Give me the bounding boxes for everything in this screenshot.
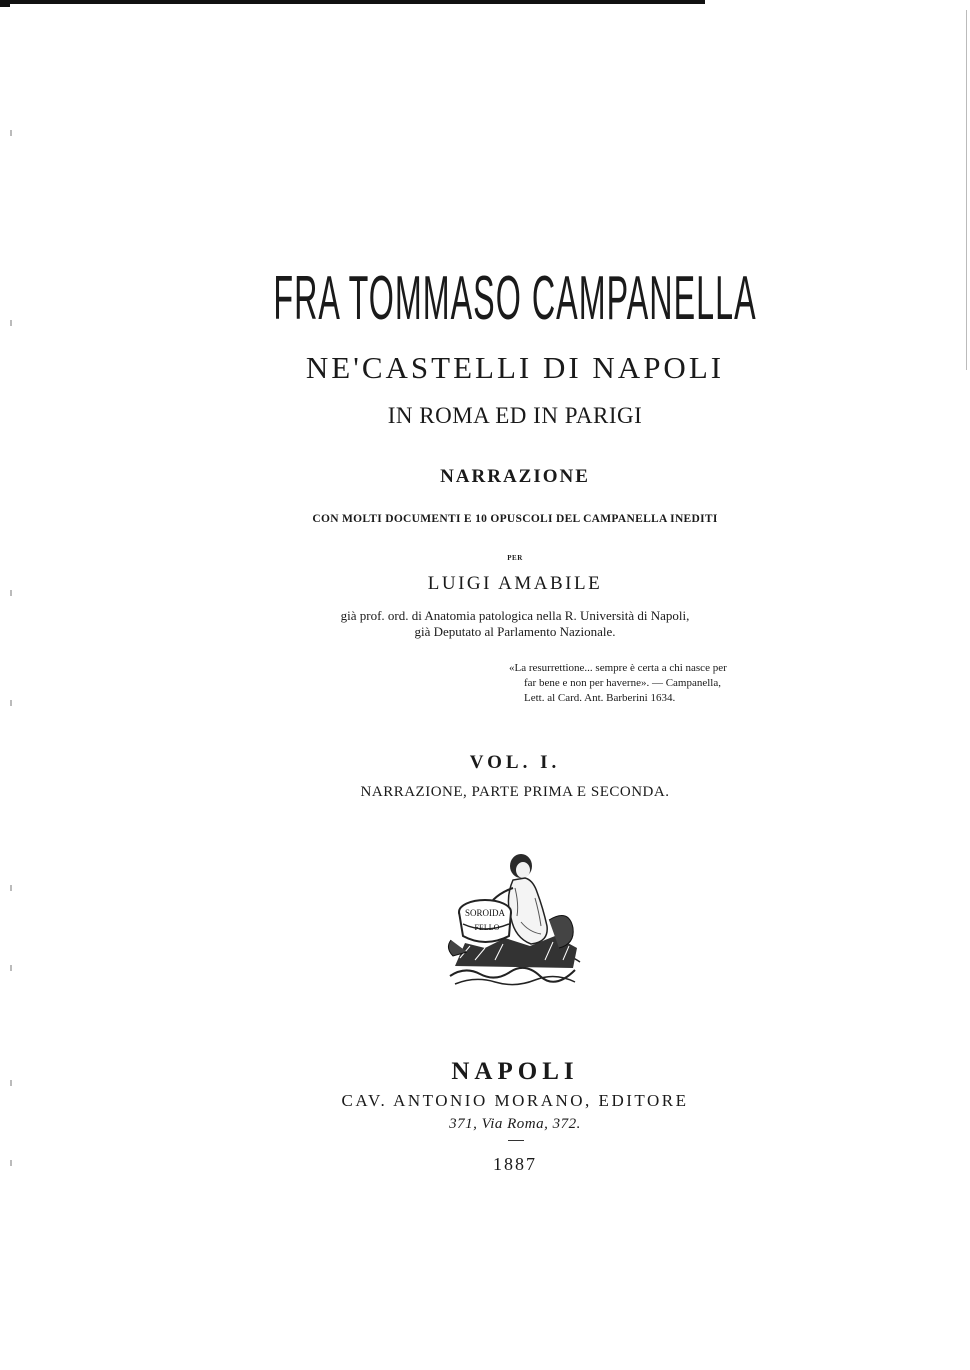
- scan-speck: [10, 965, 12, 971]
- epigraph-line: «La resurrettione... sempre è certa a chi nasce per: [509, 662, 727, 674]
- scan-speck: [10, 700, 12, 706]
- book-title: FRA TOMMASO CAMPANELLA: [273, 264, 757, 333]
- publication-year: 1887: [493, 1154, 537, 1174]
- volume-number: VOL. I.: [469, 752, 561, 773]
- divider-rule: [508, 1140, 524, 1141]
- scan-speck: [10, 885, 12, 891]
- contents-note: CON MOLTI DOCUMENTI E 10 OPUSCOLI DEL CAMPANELLA INEDITI: [312, 513, 718, 525]
- publication-city: NAPOLI: [451, 1058, 579, 1085]
- book-subtitle-castles: NE'CASTELLI DI NAPOLI: [305, 350, 725, 385]
- epigraph-line: Lett. al Card. Ant. Barberini 1634.: [524, 692, 676, 704]
- scan-speck: [10, 130, 12, 136]
- author-name: LUIGI AMABILE: [427, 573, 603, 594]
- author-affiliation-1: già prof. ord. di Anatomia patologica nella R. Università di Napoli,: [340, 608, 690, 623]
- scan-top-border: [0, 0, 705, 4]
- by-line: PER: [507, 554, 523, 562]
- genre-heading: NARRAZIONE: [440, 466, 590, 487]
- scan-right-edge: [966, 10, 967, 370]
- epigraph: [509, 661, 789, 706]
- epigraph-line: far bene e non per haverne». — Campanella,: [524, 677, 721, 689]
- volume-subtitle: NARRAZIONE, PARTE PRIMA E SECONDA.: [360, 784, 670, 800]
- publisher-address: 371, Via Roma, 372.: [449, 1116, 581, 1132]
- author-affiliation-2: già Deputato al Parlamento Nazionale.: [414, 624, 616, 639]
- publisher-name: CAV. ANTONIO MORANO, EDITORE: [341, 1091, 689, 1110]
- scan-speck: [10, 320, 12, 326]
- printer-vignette-icon: [445, 848, 585, 988]
- scan-corner-mark: [0, 0, 10, 7]
- book-subtitle-places: IN ROMA ED IN PARIGI: [387, 403, 643, 428]
- vignette-motto-2: FELLO: [474, 923, 500, 932]
- vignette-motto-1: SOROIDA: [464, 908, 506, 918]
